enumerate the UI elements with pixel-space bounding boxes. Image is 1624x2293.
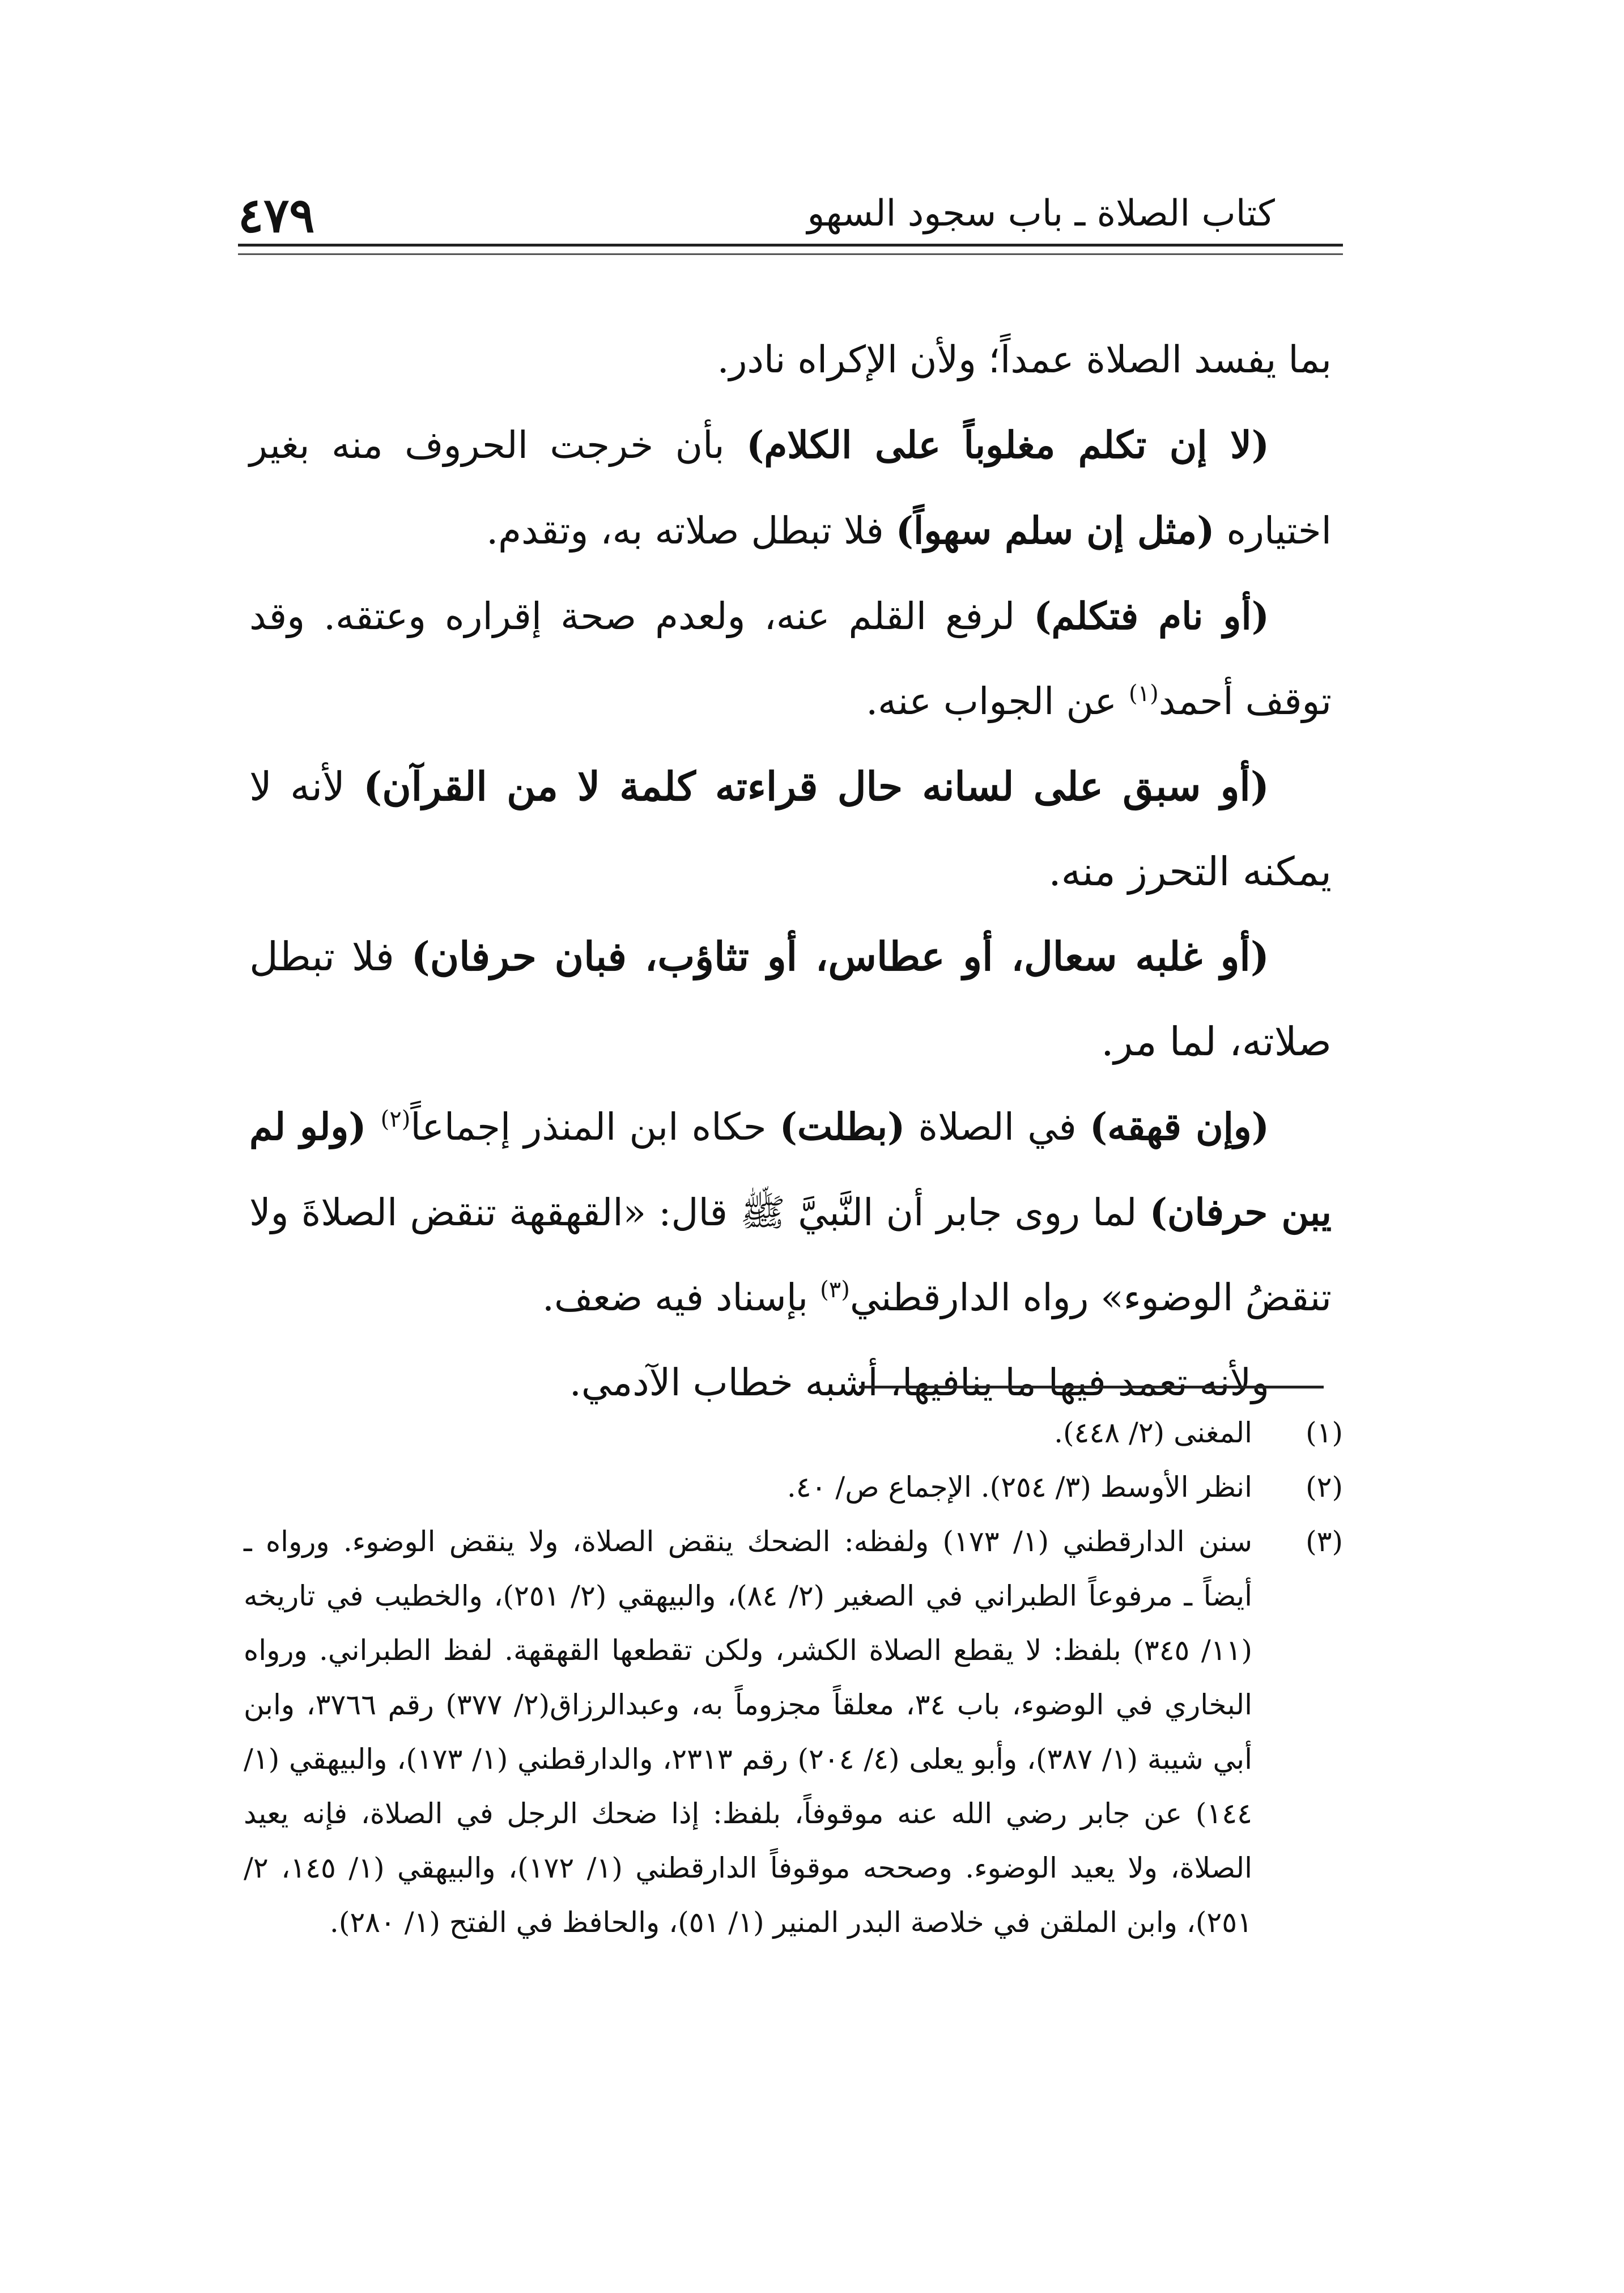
matn-text: (أو غلبه سعال، أو عطاس، أو تثاؤب، فبان حرفان) xyxy=(411,933,1269,980)
footnote-ref[interactable]: (٣) xyxy=(820,1277,850,1303)
sharh-text: في الصلاة xyxy=(905,1105,1090,1149)
footnote-ref[interactable]: (٢) xyxy=(380,1106,411,1132)
footnote-number: (٣) xyxy=(1306,1525,1343,1558)
paragraph-text: ولأنه تعمد فيها ما ينافيها، أشبه خطاب الآدمي. xyxy=(569,1361,1269,1404)
footnote-number: (٢) xyxy=(1306,1471,1343,1504)
footnote xyxy=(244,1460,1343,1514)
matn-text: (لا إن تكلم مغلوباً على الكلام) xyxy=(746,423,1269,467)
sharh-text: لما روى جابر أن النَّبيَّ ﷺ قال: «القهقهة تنقض الصلاةَ ولا تنقضُ الوضوء» رواه الدارقطني xyxy=(249,1191,1332,1319)
sharh-text: عن الجواب عنه. xyxy=(866,680,1129,723)
paragraph-text: بما يفسد الصلاة عمداً؛ ولأن الإكراه نادر. xyxy=(717,338,1332,381)
paragraph xyxy=(249,317,1332,402)
sharh-text: فلا تبطل صلاته به، وتقدم. xyxy=(486,509,896,553)
footnote-ref[interactable]: (١) xyxy=(1129,681,1159,707)
paragraph xyxy=(249,914,1332,1084)
matn-text: (بطلت) xyxy=(779,1105,905,1149)
matn-text: (أو نام فتكلم) xyxy=(1034,594,1269,638)
main-text xyxy=(249,317,1332,1425)
sharh-text: بأن خرجت الحروف منه بغير اختياره xyxy=(249,423,1332,553)
page-number: ٤٧٩ xyxy=(238,187,315,243)
footnote xyxy=(244,1514,1343,1950)
footnote-text: سنن الدارقطني (١/ ١٧٣) ولفظه: الضحك ينقض الصلاة، ولا ينقض الوضوء. ورواه ـ أيضاً ـ مرفوعاً الطبراني في الصغير (٢/ ٨٤)، والبيهقي (٢/ ٢٥١)، والخطيب في تاريخه (١١/ ٣٤٥) بلفظ: لا يقطع الصلاة الكشر، ولكن تقطعها القهقهة. لفظ الطبراني. ورواه البخاري في الوضوء، باب ٣٤، معلقاً مجزوماً به، وعبدالرزاق(٢/ ٣٧٧) رقم ٣٧٦٦، وابن أبي شيبة (١/ ٣٨٧)، وأبو يعلى (٤/ ٢٠٤) رقم ٢٣١٣، والدارقطني (١/ ١٧٣)، والبيهقي (١/ ١٤٤) عن جابر رضي الله عنه موقوفاً، بلفظ: إذا ضحك الرجل في الصلاة، فإنه يعيد الصلاة، ولا يعيد الوضوء. وصححه موقوفاً الدارقطني (١/ ١٧٢)، والبيهقي (١/ ١٤٥، ٢/ ٢٥١)، وابن الملقن في خلاصة البدر المنير (١/ ٥١)، والحافظ في الفتح (١/ ٢٨٠). xyxy=(244,1525,1253,1939)
footnote xyxy=(244,1405,1343,1460)
matn-text: (مثل إن سلم سهواً) xyxy=(895,508,1215,553)
header-rule xyxy=(238,244,1343,255)
paragraph xyxy=(249,574,1332,744)
sharh-text: بإسناد فيه ضعف. xyxy=(542,1276,820,1319)
footnote-text: انظر الأوسط (٣/ ٢٥٤). الإجماع ص/ ٤٠. xyxy=(787,1471,1252,1504)
sharh-text: لأنه لا يمكنه التحرز منه. xyxy=(249,763,1332,895)
matn-text: (وإن قهقه) xyxy=(1089,1105,1270,1149)
sharh-text: فلا تبطل صلاته، لما مر. xyxy=(249,933,1332,1065)
paragraph xyxy=(249,402,1332,574)
sharh-text: لرفع القلم عنه، ولعدم صحة إقراره وعتقه. وقد توقف أحمد xyxy=(249,595,1332,723)
sharh-text: حكاه ابن المنذر إجماعاً xyxy=(410,1105,780,1149)
matn-text: (أو سبق على لسانه حال قراءته كلمة لا من القرآن) xyxy=(363,763,1270,810)
footnotes xyxy=(244,1405,1343,1950)
footnote-text: المغنى (٢/ ٤٤٨). xyxy=(1054,1416,1252,1449)
footnote-separator xyxy=(859,1386,1324,1388)
matn-text: (ولو لم يبن حرفان) xyxy=(249,1105,1332,1234)
running-header xyxy=(238,187,1343,255)
footnote-number: (١) xyxy=(1306,1416,1343,1449)
chapter-title: كتاب الصلاة ـ باب سجود السهو xyxy=(807,193,1275,235)
paragraph xyxy=(249,1084,1332,1340)
paragraph xyxy=(249,744,1332,914)
